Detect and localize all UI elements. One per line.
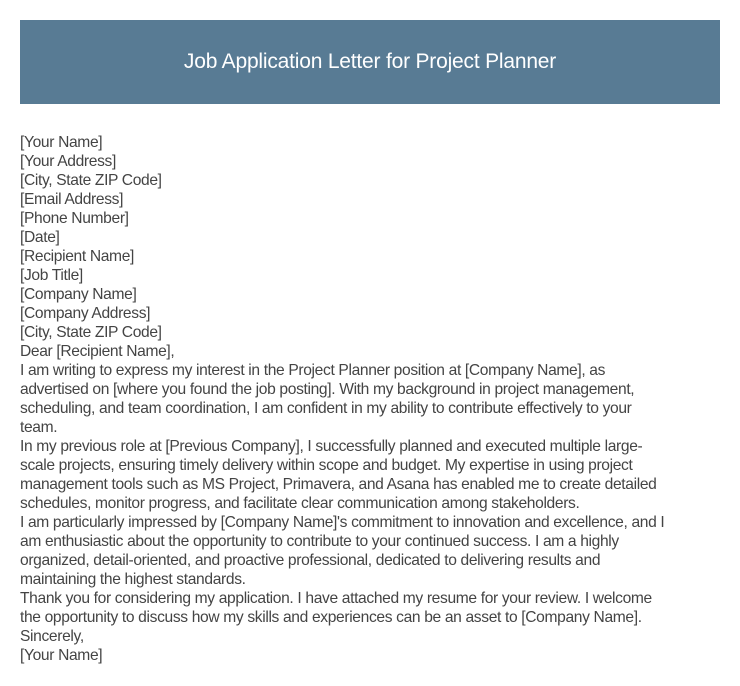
paragraph-line: team. <box>20 419 58 436</box>
recipient-company-address: [Company Address] <box>20 305 151 322</box>
paragraph-intro <box>20 361 720 437</box>
paragraph-line: am enthusiastic about the opportunity to contribute to your continued success. I am a highly <box>20 533 619 550</box>
recipient-name: [Recipient Name] <box>20 248 135 265</box>
paragraph-motivation <box>20 513 720 589</box>
paragraph-line: scale projects, ensuring timely delivery within scope and budget. My expertise in using project <box>20 457 633 474</box>
recipient-job-title: [Job Title] <box>20 267 83 284</box>
recipient-city-state-zip: [City, State ZIP Code] <box>20 324 162 341</box>
letter-date: [Date] <box>20 229 60 246</box>
paragraph-line: I am writing to express my interest in the Project Planner position at [Company Name], as <box>20 362 606 379</box>
sender-block <box>20 133 720 228</box>
recipient-block <box>20 247 720 342</box>
page-title: Job Application Letter for Project Planner <box>183 49 557 73</box>
letter-body <box>20 133 720 665</box>
paragraph-line: the opportunity to discuss how my skills and experiences can be an asset to [Company Name]. <box>20 609 642 626</box>
paragraph-line: maintaining the highest standards. <box>20 571 246 588</box>
page-header <box>20 20 720 104</box>
paragraph-line: In my previous role at [Previous Company], I successfully planned and executed multiple large- <box>20 438 643 455</box>
paragraph-experience <box>20 437 720 513</box>
paragraph-line: scheduling, and team coordination, I am confident in my ability to contribute effectively to your <box>20 400 632 417</box>
sender-phone: [Phone Number] <box>20 210 129 227</box>
paragraph-line: schedules, monitor progress, and facilitate clear communication among stakeholders. <box>20 495 580 512</box>
signature: [Your Name] <box>20 647 103 664</box>
paragraph-line: I am particularly impressed by [Company Name]'s commitment to innovation and excellence, and I <box>20 514 665 531</box>
sender-city-state-zip: [City, State ZIP Code] <box>20 172 162 189</box>
paragraph-line: Thank you for considering my application. I have attached my resume for your review. I welcome <box>20 590 652 607</box>
salutation: Dear [Recipient Name], <box>20 343 175 360</box>
closing: Sincerely, <box>20 628 84 645</box>
recipient-company-name: [Company Name] <box>20 286 137 303</box>
sender-name: [Your Name] <box>20 134 103 151</box>
paragraph-closing <box>20 589 720 627</box>
sender-email: [Email Address] <box>20 191 124 208</box>
paragraph-line: organized, detail-oriented, and proactive professional, dedicated to delivering results and <box>20 552 601 569</box>
paragraph-line: advertised on [where you found the job posting]. With my background in project management, <box>20 381 635 398</box>
paragraph-line: management tools such as MS Project, Primavera, and Asana has enabled me to create detailed <box>20 476 657 493</box>
sender-address: [Your Address] <box>20 153 116 170</box>
